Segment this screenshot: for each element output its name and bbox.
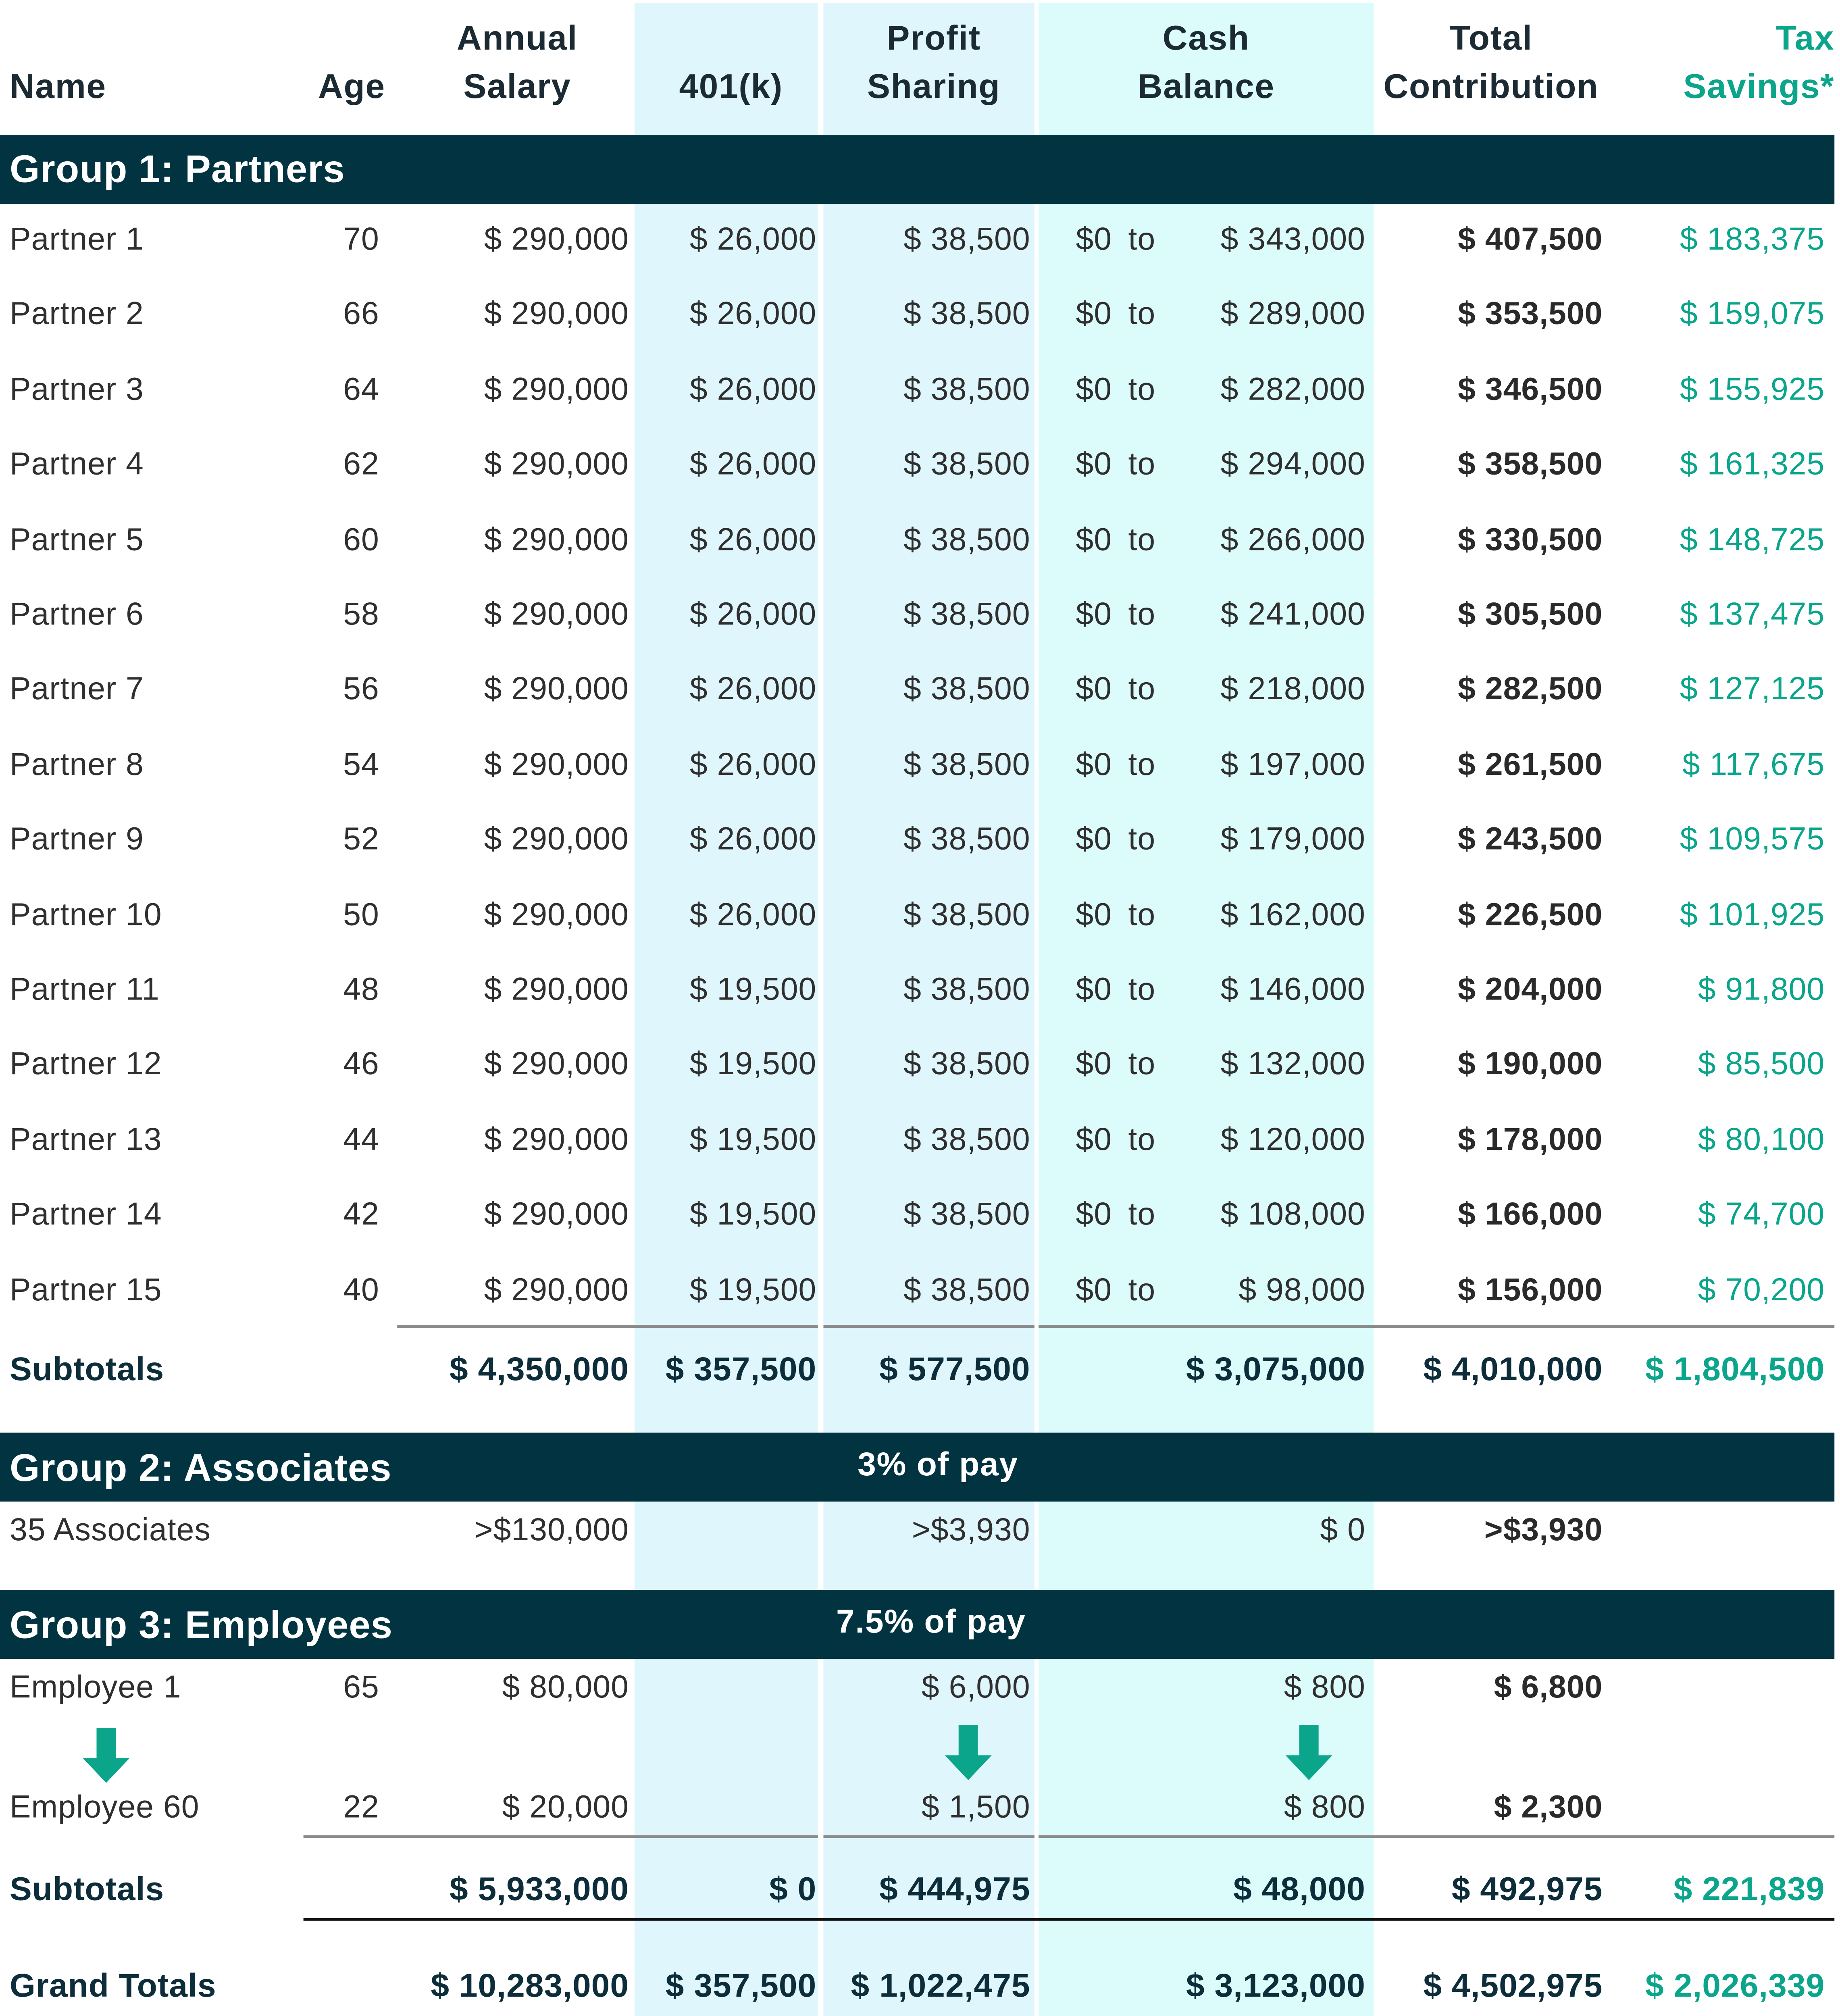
partner-name: Partner 11 <box>9 971 160 1007</box>
partner-cash-to: to <box>1128 821 1156 857</box>
partner-age: 70 <box>343 221 379 257</box>
partner-name: Partner 7 <box>9 671 144 707</box>
grand-cash: $ 3,123,000 <box>1186 1968 1365 2005</box>
partner-cash-to: to <box>1128 896 1156 932</box>
partner-401k: $ 26,000 <box>689 746 817 782</box>
g3-row2-profit: $ 1,500 <box>921 1788 1030 1824</box>
partner-cash-from: $0 <box>1076 371 1112 407</box>
partner-name: Partner 6 <box>9 596 144 632</box>
partner-cash-balance: $ 179,000 <box>1220 821 1365 857</box>
partner-name: Partner 14 <box>9 1195 162 1232</box>
g1-subtotal-label: Subtotals <box>9 1351 164 1389</box>
table-row <box>0 804 1834 879</box>
partner-cash-to: to <box>1128 1120 1156 1157</box>
g3-subtotal-401k: $ 0 <box>769 1871 817 1909</box>
partner-salary: $ 290,000 <box>484 296 629 332</box>
partner-name: Partner 2 <box>9 296 144 332</box>
partner-401k: $ 26,000 <box>689 446 817 482</box>
partner-age: 52 <box>343 821 379 857</box>
partner-name: Partner 10 <box>9 896 162 932</box>
partner-total: $ 226,500 <box>1458 896 1603 932</box>
g3-subtotal-label: Subtotals <box>9 1871 164 1909</box>
group3-title: Group 3: Employees <box>9 1604 393 1647</box>
g2-total: >$3,930 <box>1484 1511 1603 1547</box>
partner-cash-from: $0 <box>1076 971 1112 1007</box>
partner-age: 66 <box>343 296 379 332</box>
g1-subtotal-rule-b <box>823 1325 1034 1328</box>
partner-401k: $ 26,000 <box>689 896 817 932</box>
partner-cash-balance: $ 294,000 <box>1220 446 1365 482</box>
header-profit-2: Sharing <box>867 67 1001 106</box>
partner-tax-savings: $ 155,925 <box>1680 371 1825 407</box>
table-row <box>0 1254 1834 1329</box>
g1-subtotal-profit: $ 577,500 <box>879 1351 1030 1389</box>
partner-profit-sharing: $ 38,500 <box>903 446 1030 482</box>
g1-subtotal-salary: $ 4,350,000 <box>449 1351 629 1389</box>
partner-tax-savings: $ 159,075 <box>1680 296 1825 332</box>
partner-salary: $ 290,000 <box>484 1270 629 1307</box>
partner-401k: $ 26,000 <box>689 596 817 632</box>
group2-row <box>0 1495 1834 1569</box>
partner-name: Partner 13 <box>9 1120 162 1157</box>
g3-row2-age: 22 <box>343 1788 379 1824</box>
partner-tax-savings: $ 161,325 <box>1680 446 1825 482</box>
header-tax-2: Savings* <box>1683 67 1835 106</box>
partner-401k: $ 19,500 <box>689 1270 817 1307</box>
g3-subtotal-salary: $ 5,933,000 <box>449 1871 629 1909</box>
grand-total: $ 4,502,975 <box>1423 1968 1603 2005</box>
partner-total: $ 178,000 <box>1458 1120 1603 1157</box>
partner-cash-to: to <box>1128 296 1156 332</box>
header-tax-1: Tax <box>1775 19 1835 58</box>
g3-row2-cash: $ 800 <box>1284 1788 1365 1824</box>
partner-age: 42 <box>343 1195 379 1232</box>
g1-subtotal-cash: $ 3,075,000 <box>1186 1351 1365 1389</box>
partner-age: 56 <box>343 671 379 707</box>
g3-row1-cash: $ 800 <box>1284 1668 1365 1704</box>
g3-row2-total: $ 2,300 <box>1494 1788 1603 1824</box>
table-row <box>0 1104 1834 1179</box>
partner-name: Partner 3 <box>9 371 144 407</box>
header-cash-1: Cash <box>1162 19 1250 58</box>
g3-subtotal-cash: $ 48,000 <box>1233 1871 1365 1909</box>
partner-cash-from: $0 <box>1076 446 1112 482</box>
partner-profit-sharing: $ 38,500 <box>903 371 1030 407</box>
header-profit-1: Profit <box>887 19 981 58</box>
partner-cash-to: to <box>1128 1270 1156 1307</box>
partner-cash-from: $0 <box>1076 1195 1112 1232</box>
partner-cash-from: $0 <box>1076 521 1112 557</box>
partner-profit-sharing: $ 38,500 <box>903 221 1030 257</box>
partner-tax-savings: $ 80,100 <box>1698 1120 1825 1157</box>
g3-subtotal-rule-a <box>304 1835 818 1838</box>
g3-subtotal-profit: $ 444,975 <box>879 1871 1030 1909</box>
partner-salary: $ 290,000 <box>484 896 629 932</box>
g1-subtotal-rule-a <box>397 1325 818 1328</box>
table-row <box>0 204 1834 279</box>
table-row <box>0 654 1834 729</box>
partner-cash-from: $0 <box>1076 746 1112 782</box>
header-salary-2: Salary <box>463 67 571 106</box>
partner-cash-to: to <box>1128 521 1156 557</box>
column-header <box>0 0 1840 132</box>
table-row <box>0 504 1834 579</box>
g2-name: 35 Associates <box>9 1511 211 1547</box>
grand-label: Grand Totals <box>9 1968 216 2005</box>
header-age: Age <box>318 67 385 106</box>
table-row <box>0 729 1834 804</box>
partner-age: 58 <box>343 596 379 632</box>
grand-401k: $ 357,500 <box>665 1968 817 2005</box>
partner-cash-balance: $ 282,000 <box>1220 371 1365 407</box>
partner-tax-savings: $ 109,575 <box>1680 821 1825 857</box>
table-row <box>0 879 1834 954</box>
partner-tax-savings: $ 183,375 <box>1680 221 1825 257</box>
partner-profit-sharing: $ 38,500 <box>903 821 1030 857</box>
partner-cash-to: to <box>1128 746 1156 782</box>
partner-cash-balance: $ 162,000 <box>1220 896 1365 932</box>
partner-total: $ 305,500 <box>1458 596 1603 632</box>
partner-profit-sharing: $ 38,500 <box>903 596 1030 632</box>
table-row <box>0 579 1834 654</box>
partner-profit-sharing: $ 38,500 <box>903 896 1030 932</box>
partner-cash-from: $0 <box>1076 821 1112 857</box>
partner-cash-from: $0 <box>1076 1270 1112 1307</box>
partner-cash-balance: $ 146,000 <box>1220 971 1365 1007</box>
partner-age: 44 <box>343 1120 379 1157</box>
partner-total: $ 166,000 <box>1458 1195 1603 1232</box>
partner-total: $ 243,500 <box>1458 821 1603 857</box>
partner-cash-balance: $ 241,000 <box>1220 596 1365 632</box>
partner-tax-savings: $ 74,700 <box>1698 1195 1825 1232</box>
partner-401k: $ 19,500 <box>689 1045 817 1082</box>
header-401k: 401(k) <box>679 67 783 106</box>
partner-total: $ 407,500 <box>1458 221 1603 257</box>
partner-name: Partner 5 <box>9 521 144 557</box>
table-row <box>0 279 1834 354</box>
header-total-1: Total <box>1449 19 1533 58</box>
g2-cash: $ 0 <box>1320 1511 1365 1547</box>
partner-tax-savings: $ 70,200 <box>1698 1270 1825 1307</box>
partner-cash-from: $0 <box>1076 596 1112 632</box>
partner-401k: $ 26,000 <box>689 296 817 332</box>
partner-salary: $ 290,000 <box>484 521 629 557</box>
table-row <box>0 954 1834 1029</box>
partner-total: $ 261,500 <box>1458 746 1603 782</box>
partner-salary: $ 290,000 <box>484 746 629 782</box>
g2-salary: >$130,000 <box>474 1511 629 1547</box>
partner-cash-balance: $ 343,000 <box>1220 221 1365 257</box>
partner-cash-balance: $ 132,000 <box>1220 1045 1365 1082</box>
partner-total: $ 353,500 <box>1458 296 1603 332</box>
partner-salary: $ 290,000 <box>484 1195 629 1232</box>
header-salary-1: Annual <box>456 19 578 58</box>
grand-salary: $ 10,283,000 <box>431 1968 629 2005</box>
partner-age: 46 <box>343 1045 379 1082</box>
group2-note: 3% of pay <box>858 1446 1018 1484</box>
header-cash-2: Balance <box>1137 67 1275 106</box>
partner-profit-sharing: $ 38,500 <box>903 296 1030 332</box>
partner-name: Partner 15 <box>9 1270 162 1307</box>
group2-header-bar <box>0 1433 1834 1502</box>
partner-name: Partner 12 <box>9 1045 162 1082</box>
partner-401k: $ 26,000 <box>689 671 817 707</box>
g3-row1-name: Employee 1 <box>9 1668 181 1704</box>
partner-age: 54 <box>343 746 379 782</box>
partner-cash-balance: $ 218,000 <box>1220 671 1365 707</box>
partner-cash-balance: $ 108,000 <box>1220 1195 1365 1232</box>
partner-total: $ 358,500 <box>1458 446 1603 482</box>
partner-salary: $ 290,000 <box>484 1120 629 1157</box>
partner-salary: $ 290,000 <box>484 671 629 707</box>
g2-profit: >$3,930 <box>912 1511 1030 1547</box>
g3-row2-salary: $ 20,000 <box>502 1788 629 1824</box>
partner-401k: $ 26,000 <box>689 521 817 557</box>
g3-subtotal-total: $ 492,975 <box>1451 1871 1603 1909</box>
grand-total-rule <box>304 1918 1835 1921</box>
partner-cash-to: to <box>1128 1195 1156 1232</box>
partner-cash-balance: $ 289,000 <box>1220 296 1365 332</box>
table-row <box>0 429 1834 504</box>
partner-cash-balance: $ 98,000 <box>1238 1270 1365 1307</box>
g3-row1-age: 65 <box>343 1668 379 1704</box>
partner-cash-balance: $ 120,000 <box>1220 1120 1365 1157</box>
group1-subtotal-row <box>0 1335 1834 1409</box>
g3-subtotal-tax: $ 221,839 <box>1673 1871 1825 1909</box>
g3-row1-salary: $ 80,000 <box>502 1668 629 1704</box>
partner-cash-from: $0 <box>1076 896 1112 932</box>
partner-cash-balance: $ 197,000 <box>1220 746 1365 782</box>
partner-profit-sharing: $ 38,500 <box>903 971 1030 1007</box>
partner-cash-to: to <box>1128 596 1156 632</box>
g3-subtotal-rule-c <box>1039 1835 1834 1838</box>
partner-tax-savings: $ 85,500 <box>1698 1045 1825 1082</box>
partner-age: 50 <box>343 896 379 932</box>
partner-cash-to: to <box>1128 221 1156 257</box>
partner-salary: $ 290,000 <box>484 971 629 1007</box>
g1-subtotal-tax: $ 1,804,500 <box>1645 1351 1825 1389</box>
partner-tax-savings: $ 91,800 <box>1698 971 1825 1007</box>
partner-age: 64 <box>343 371 379 407</box>
partner-cash-to: to <box>1128 446 1156 482</box>
partner-401k: $ 19,500 <box>689 1120 817 1157</box>
partner-tax-savings: $ 117,675 <box>1682 746 1825 782</box>
partner-cash-balance: $ 266,000 <box>1220 521 1365 557</box>
partner-salary: $ 290,000 <box>484 221 629 257</box>
partner-salary: $ 290,000 <box>484 1045 629 1082</box>
g3-row1-total: $ 6,800 <box>1494 1668 1603 1704</box>
partner-salary: $ 290,000 <box>484 821 629 857</box>
grand-total-row <box>0 1951 1834 2016</box>
partner-profit-sharing: $ 38,500 <box>903 521 1030 557</box>
partner-cash-to: to <box>1128 671 1156 707</box>
partner-total: $ 156,000 <box>1458 1270 1603 1307</box>
table-row <box>0 1179 1834 1254</box>
partner-401k: $ 19,500 <box>689 971 817 1007</box>
grand-tax: $ 2,026,339 <box>1645 1968 1825 2005</box>
partner-cash-from: $0 <box>1076 296 1112 332</box>
partner-profit-sharing: $ 38,500 <box>903 1120 1030 1157</box>
partner-name: Partner 9 <box>9 821 144 857</box>
partner-401k: $ 26,000 <box>689 821 817 857</box>
partner-cash-from: $0 <box>1076 1120 1112 1157</box>
g1-subtotal-total: $ 4,010,000 <box>1423 1351 1603 1389</box>
group3-row-first <box>0 1652 1834 1727</box>
group2-title: Group 2: Associates <box>9 1446 392 1489</box>
partner-cash-to: to <box>1128 971 1156 1007</box>
partner-age: 40 <box>343 1270 379 1307</box>
partner-tax-savings: $ 137,475 <box>1680 596 1825 632</box>
partner-total: $ 346,500 <box>1458 371 1603 407</box>
group3-note: 7.5% of pay <box>836 1604 1026 1641</box>
partner-cash-from: $0 <box>1076 221 1112 257</box>
g1-subtotal-rule-c <box>1039 1325 1834 1328</box>
partner-tax-savings: $ 101,925 <box>1680 896 1825 932</box>
group1-title: Group 1: Partners <box>9 147 345 190</box>
partner-name: Partner 4 <box>9 446 144 482</box>
partner-401k: $ 26,000 <box>689 221 817 257</box>
partner-profit-sharing: $ 38,500 <box>903 746 1030 782</box>
partner-401k: $ 19,500 <box>689 1195 817 1232</box>
partner-profit-sharing: $ 38,500 <box>903 1270 1030 1307</box>
group3-header-bar <box>0 1590 1834 1659</box>
g3-row2-name: Employee 60 <box>9 1788 200 1824</box>
partner-profit-sharing: $ 38,500 <box>903 1045 1030 1082</box>
partner-401k: $ 26,000 <box>689 371 817 407</box>
partner-profit-sharing: $ 38,500 <box>903 671 1030 707</box>
partner-profit-sharing: $ 38,500 <box>903 1195 1030 1232</box>
partner-name: Partner 8 <box>9 746 144 782</box>
partner-age: 60 <box>343 521 379 557</box>
partner-tax-savings: $ 148,725 <box>1680 521 1825 557</box>
partner-salary: $ 290,000 <box>484 596 629 632</box>
partner-tax-savings: $ 127,125 <box>1680 671 1825 707</box>
partner-total: $ 190,000 <box>1458 1045 1603 1082</box>
partner-age: 62 <box>343 446 379 482</box>
partner-total: $ 204,000 <box>1458 971 1603 1007</box>
partner-salary: $ 290,000 <box>484 371 629 407</box>
g1-subtotal-401k: $ 357,500 <box>665 1351 817 1389</box>
partner-total: $ 330,500 <box>1458 521 1603 557</box>
partner-cash-from: $0 <box>1076 1045 1112 1082</box>
partner-salary: $ 290,000 <box>484 446 629 482</box>
table-row <box>0 1029 1834 1104</box>
partner-cash-to: to <box>1128 1045 1156 1082</box>
partner-total: $ 282,500 <box>1458 671 1603 707</box>
partner-name: Partner 1 <box>9 221 144 257</box>
g3-subtotal-rule-b <box>823 1835 1034 1838</box>
table-row <box>0 354 1834 429</box>
header-name: Name <box>9 67 106 106</box>
header-total-2: Contribution <box>1383 67 1599 106</box>
grand-profit: $ 1,022,475 <box>851 1968 1030 2005</box>
partner-cash-from: $0 <box>1076 671 1112 707</box>
partner-age: 48 <box>343 971 379 1007</box>
group1-header-bar <box>0 135 1834 204</box>
partner-cash-to: to <box>1128 371 1156 407</box>
g3-row1-profit: $ 6,000 <box>921 1668 1030 1704</box>
